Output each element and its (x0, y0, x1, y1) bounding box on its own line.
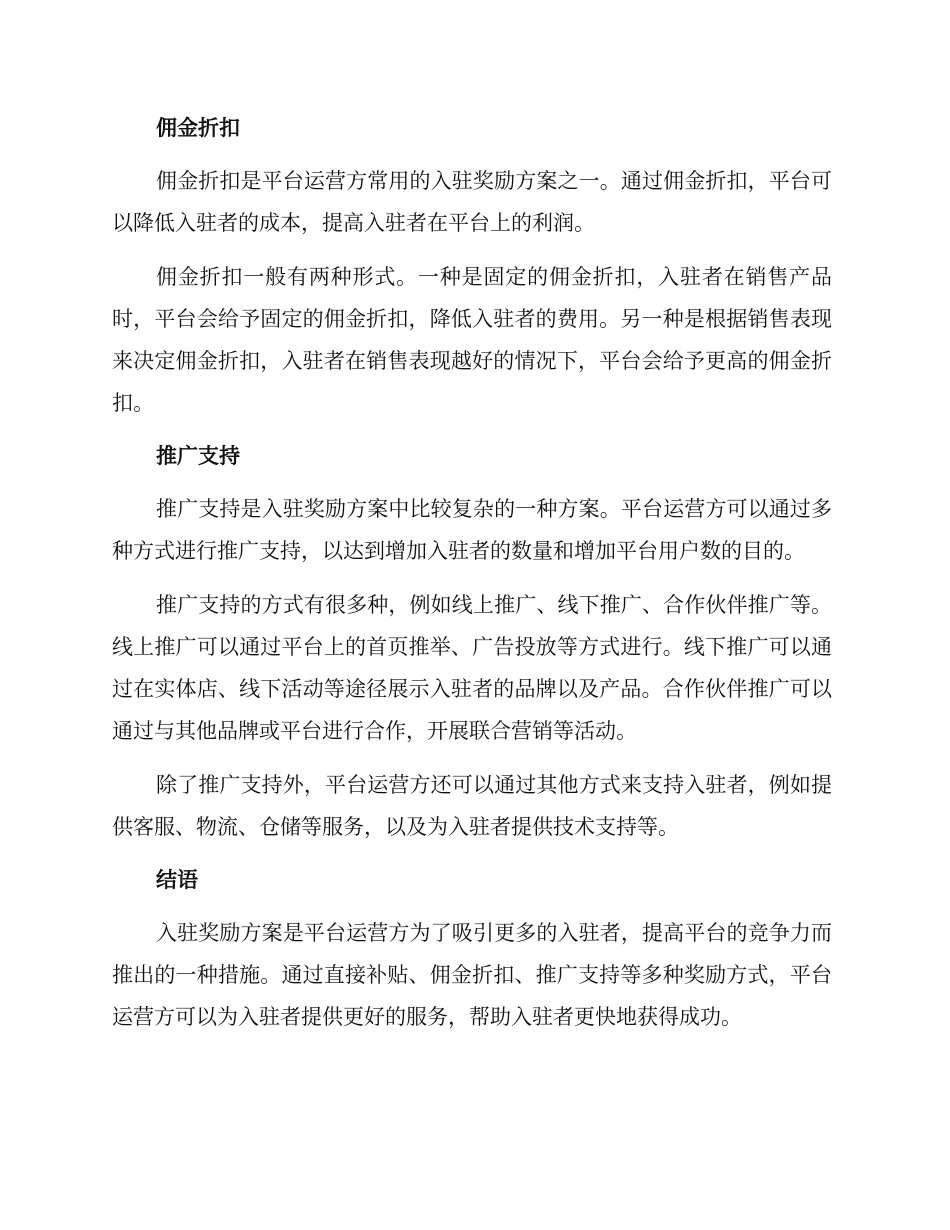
paragraph: 推广支持的方式有很多种，例如线上推广、线下推广、合作伙伴推广等。线上推广可以通过平台上的首页推举、广告投放等方式进行。线下推广可以通过在实体店、线下活动等途径展示入驻者的品牌以及产品。合作伙伴推广可以通过与其他品牌或平台进行合作，开展联合营销等活动。 (112, 593, 832, 743)
document-page (112, 108, 832, 1038)
section-heading-promotion-support: 推广支持 (156, 444, 240, 468)
section-heading-commission-discount: 佣金折扣 (156, 116, 240, 140)
paragraph: 佣金折扣是平台运营方常用的入驻奖励方案之一。通过佣金折扣，平台可以降低入驻者的成本，提高入驻者在平台上的利润。 (112, 169, 832, 235)
paragraph: 入驻奖励方案是平台运营方为了吸引更多的入驻者，提高平台的竞争力而推出的一种措施。通过直接补贴、佣金折扣、推广支持等多种奖励方式，平台运营方可以为入驻者提供更好的服务，帮助入驻者更快地获得成功。 (112, 921, 832, 1029)
paragraph: 除了推广支持外，平台运营方还可以通过其他方式来支持入驻者，例如提供客服、物流、仓储等服务，以及为入驻者提供技术支持等。 (112, 773, 832, 839)
section-heading-conclusion: 结语 (156, 868, 198, 892)
paragraph: 推广支持是入驻奖励方案中比较复杂的一种方案。平台运营方可以通过多种方式进行推广支持，以达到增加入驻者的数量和增加平台用户数的目的。 (112, 497, 832, 563)
paragraph: 佣金折扣一般有两种形式。一种是固定的佣金折扣，入驻者在销售产品时，平台会给予固定的佣金折扣，降低入驻者的费用。另一种是根据销售表现来决定佣金折扣，入驻者在销售表现越好的情况下，平台会给予更高的佣金折扣。 (112, 265, 832, 415)
